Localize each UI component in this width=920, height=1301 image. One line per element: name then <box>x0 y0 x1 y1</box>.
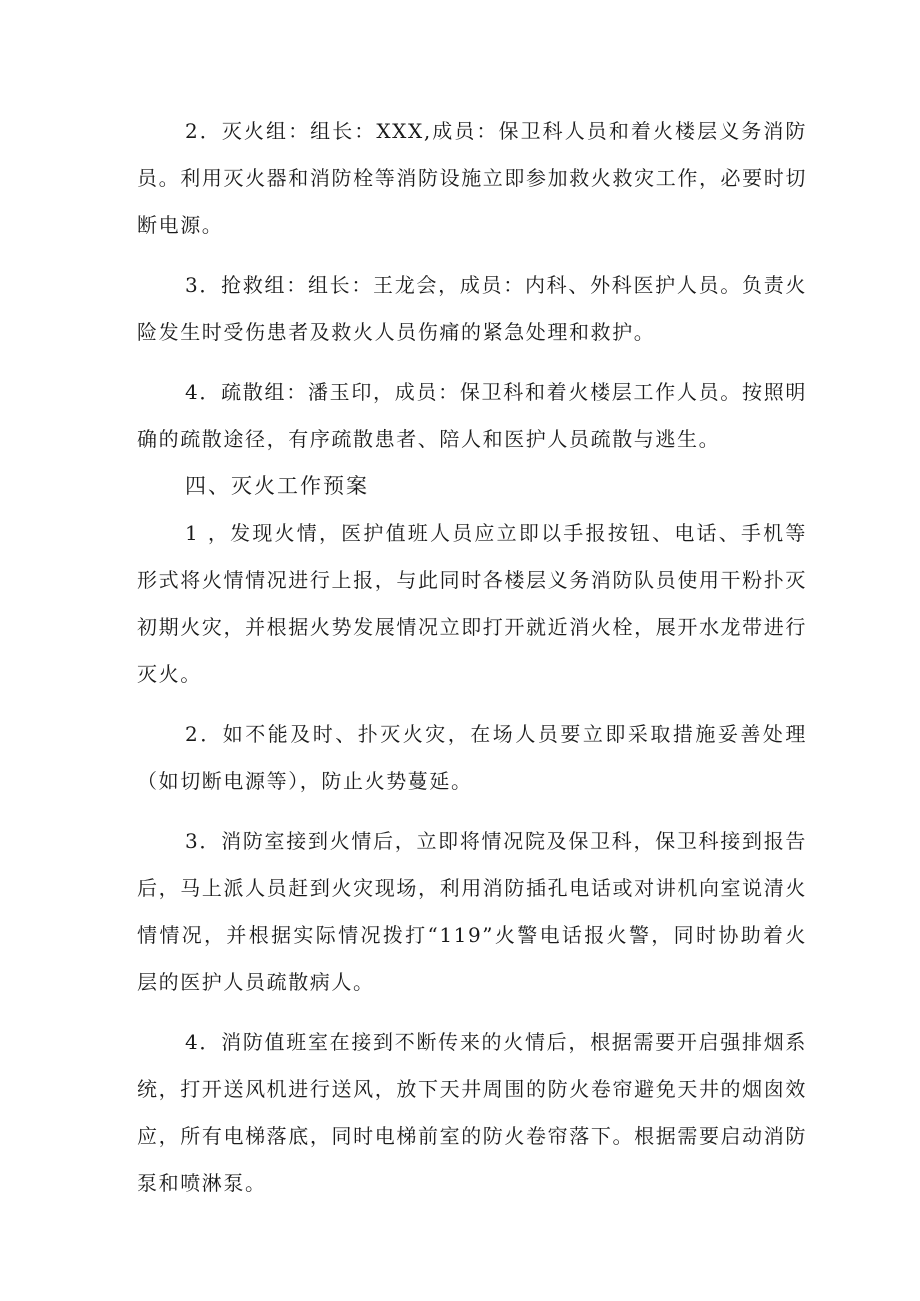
paragraph-fire-fighting-group: 2．灭火组：组长：XXX,成员：保卫科人员和着火楼层义务消防员。利用灭火器和消防栓等消防设施立即参加救火救灾工作，必要时切断电源。 <box>137 119 807 237</box>
paragraph-plan-step-2: 2．如不能及时、扑灭火灾，在场人员要立即采取措施妥善处理（如切断电源等），防止火势蔓延。 <box>137 722 807 793</box>
section-heading: 四、灭火工作预案 <box>185 474 369 498</box>
paragraph-plan-step-4: 4．消防值班室在接到不断传来的火情后，根据需要开启强排烟系统，打开送风机进行送风，放下天井周围的防火卷帘避免天井的烟囱效应，所有电梯落底，同时电梯前室的防火卷帘落下。根据需要启动消防泵和喷淋泵。 <box>137 1030 807 1195</box>
paragraph-evacuation-group: 4．疏散组：潘玉印，成员：保卫科和着火楼层工作人员。按照明确的疏散途径，有序疏散患者、陪人和医护人员疏散与逃生。 <box>137 380 807 451</box>
document-body <box>137 108 807 1207</box>
paragraph-plan-step-1: 1 ，发现火情，医护值班人员应立即以手报按钮、电话、手机等形式将火情情况进行上报，与此同时各楼层义务消防队员使用干粉扑灭初期火灾，并根据火势发展情况立即打开就近消火栓，展开水龙带进行灭火。 <box>137 521 807 686</box>
paragraph-plan-step-3: 3．消防室接到火情后，立即将情况院及保卫科，保卫科接到报告后，马上派人员赶到火灾现场，利用消防插孔电话或对讲机向室说清火情情况，并根据实际情况拨打“119”火警电话报火警，同时协助着火层的医护人员疏散病人。 <box>137 829 807 994</box>
paragraph-rescue-group: 3．抢救组：组长：王龙会，成员：内科、外科医护人员。负责火险发生时受伤患者及救火人员伤痛的紧急处理和救护。 <box>137 273 807 344</box>
